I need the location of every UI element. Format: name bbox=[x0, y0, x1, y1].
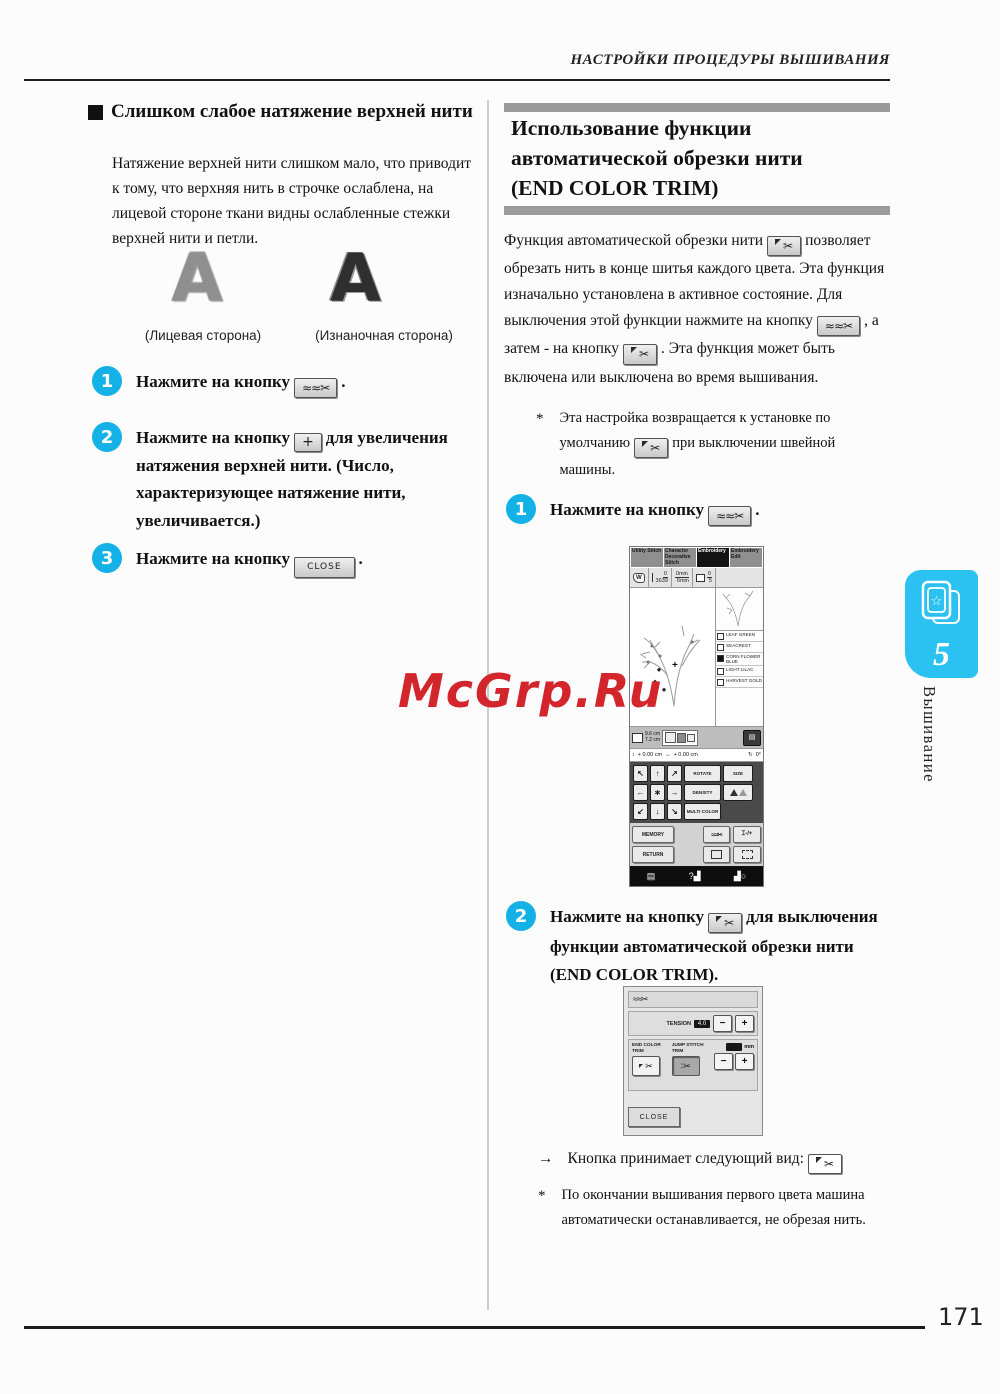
mm-unit-label: mm bbox=[744, 1044, 754, 1050]
pattern-list-icon[interactable]: ▤ bbox=[646, 870, 656, 881]
rotate-button[interactable]: ROTATE bbox=[684, 765, 721, 782]
watermark: McGrp.Ru bbox=[398, 664, 664, 718]
step-text-pre: Нажмите на кнопку bbox=[550, 500, 705, 519]
page-number: 171 bbox=[938, 1303, 984, 1331]
tension-label: TENSION bbox=[666, 1020, 691, 1027]
page-header: НАСТРОЙКИ ПРОЦЕДУРЫ ВЫШИВАНИЯ bbox=[570, 52, 890, 68]
step-number-badge: 2 bbox=[92, 422, 122, 452]
left-step-1 bbox=[92, 366, 484, 398]
title-line: автоматической обрезки нити bbox=[511, 146, 803, 171]
hoop-small-icon bbox=[687, 734, 695, 742]
spool-icon bbox=[717, 668, 724, 675]
hoop-display-button[interactable]: ▤ bbox=[743, 730, 761, 746]
stitch-total: 3639 bbox=[655, 578, 668, 585]
flag-icon bbox=[816, 1157, 822, 1163]
note-seg: Эта настройка возвращается к установке по умолчанию bbox=[559, 410, 831, 451]
section-title-right bbox=[511, 113, 891, 203]
embroidery-hoop-icon bbox=[920, 579, 964, 631]
footer-rule bbox=[24, 1326, 925, 1329]
step-text-post: для увеличения натяжения верхней нити. (Число, характеризующее натяжение нити, увеличивается.) bbox=[136, 428, 448, 530]
thread-trim-button[interactable] bbox=[294, 378, 337, 398]
spool-icon-current bbox=[717, 655, 724, 662]
angle-value: 0° bbox=[755, 752, 761, 758]
end-color-trim-label: END COLOR TRIM bbox=[632, 1043, 661, 1054]
machine-bottom-bar bbox=[630, 866, 763, 886]
step-text bbox=[550, 901, 896, 988]
result-line bbox=[538, 1150, 890, 1174]
result-arrow-icon: → bbox=[538, 1150, 554, 1167]
svg-text:☆: ☆ bbox=[930, 593, 943, 608]
color-total: 5 bbox=[708, 578, 712, 585]
left-step-3 bbox=[92, 543, 484, 578]
color-current: 0 bbox=[707, 570, 711, 577]
scissors-icon: ✂ bbox=[638, 347, 650, 362]
settings-close-button[interactable]: CLOSE bbox=[628, 1107, 680, 1127]
color-sequence-panel bbox=[715, 588, 763, 726]
result-seg: Кнопка принимает следующий вид: bbox=[567, 1150, 804, 1167]
result-text bbox=[568, 1150, 847, 1174]
step-text bbox=[136, 422, 484, 534]
pattern-height: 7.2 cm bbox=[645, 736, 661, 743]
note-text bbox=[560, 406, 891, 483]
scissors-icon: ✂ bbox=[645, 1060, 653, 1071]
close-button[interactable]: CLOSE bbox=[294, 557, 354, 578]
machine-settings-icon[interactable]: ▟○ bbox=[733, 870, 747, 881]
intro-paragraph bbox=[504, 228, 894, 390]
intro-seg: позволяет обрезать нить в конце шитья каждого цвета. Эта функция изначально установлена в активное состояние. Для выключения этой функции нажмите на кнопку bbox=[504, 232, 885, 329]
end-color-trim-button[interactable] bbox=[708, 913, 742, 933]
mirror-icon bbox=[739, 789, 747, 796]
pattern-width: 9.6 cm bbox=[645, 730, 661, 737]
flag-icon bbox=[639, 1064, 643, 1068]
right-step-2 bbox=[506, 901, 896, 988]
header-rule bbox=[24, 79, 890, 81]
arrow-down-left-key[interactable]: ↙ bbox=[633, 803, 648, 820]
size-button[interactable]: SIZE bbox=[723, 765, 753, 782]
title-bar-bottom bbox=[504, 206, 890, 215]
jump-length-minus-button[interactable]: − bbox=[714, 1053, 733, 1070]
square-bullet-icon bbox=[88, 105, 103, 120]
step-text-post: для выключения функции автоматической обрезки нити (END COLOR TRIM). bbox=[550, 907, 878, 984]
caption-front-side: (Лицевая сторона) bbox=[144, 328, 262, 343]
size-bar bbox=[630, 727, 763, 749]
note-seg: при выключении швейной машины. bbox=[559, 434, 836, 479]
section-heading-text: Слишком слабое натяжение верхней нити bbox=[111, 101, 473, 122]
tab-embroidery-edit[interactable]: Embroidery Edit bbox=[730, 548, 762, 567]
center-key[interactable]: ∗ bbox=[650, 784, 665, 801]
scissors-icon: ✂ bbox=[650, 440, 661, 455]
chapter-number: 5 bbox=[933, 636, 950, 673]
density-button[interactable]: DENSITY bbox=[684, 784, 721, 801]
tension-row bbox=[628, 1011, 758, 1036]
frame-move-button[interactable] bbox=[733, 846, 761, 863]
jump-length-display bbox=[726, 1043, 742, 1051]
cursor-cross-icon: + bbox=[672, 660, 678, 672]
needle-icon bbox=[652, 573, 653, 582]
intro-seg: . Эта функция может быть включена или выключена во время вышивания. bbox=[504, 340, 835, 386]
title-line: Использование функции bbox=[511, 116, 752, 140]
pattern-thumbnail bbox=[716, 588, 763, 631]
pattern-size bbox=[645, 732, 660, 744]
end-color-trim-button-off bbox=[808, 1154, 842, 1174]
flag-icon bbox=[775, 239, 781, 245]
note-final bbox=[538, 1183, 890, 1232]
presser-foot-icon: W bbox=[633, 573, 645, 583]
step-text-pre: Нажмите на кнопку bbox=[550, 907, 705, 926]
jump-trim-icon: ∶✂ bbox=[680, 1060, 691, 1071]
plus-button[interactable] bbox=[294, 433, 322, 452]
frame-icon bbox=[711, 850, 722, 859]
arrow-down-key[interactable]: ↓ bbox=[650, 803, 665, 820]
embroidery-sample-front: A bbox=[172, 240, 224, 317]
end-color-trim-button[interactable] bbox=[623, 344, 657, 364]
pattern-size-icon bbox=[632, 733, 643, 743]
step-number-badge: 1 bbox=[506, 494, 536, 524]
spool-icon bbox=[717, 679, 724, 686]
color-name: SEACREST bbox=[726, 643, 751, 649]
spool-icon bbox=[717, 644, 724, 651]
time-total: 6min bbox=[676, 578, 689, 585]
section-heading-left bbox=[88, 100, 473, 125]
tension-plus-button[interactable]: + bbox=[735, 1015, 754, 1032]
thread-trim-icon: ≈≈✂ bbox=[711, 831, 722, 839]
plus-icon: + bbox=[302, 434, 314, 450]
hoop-large-icon bbox=[665, 732, 676, 743]
thread-trim-button[interactable] bbox=[708, 506, 751, 526]
return-button[interactable]: RETURN bbox=[632, 846, 674, 863]
step-number-badge: 1 bbox=[92, 366, 122, 396]
end-color-trim-button[interactable] bbox=[767, 236, 801, 256]
jump-length-plus-button[interactable]: + bbox=[735, 1053, 754, 1070]
arrow-right-key[interactable]: → bbox=[667, 784, 682, 801]
embroidery-sample-back: A bbox=[330, 240, 382, 317]
end-color-trim-button[interactable] bbox=[632, 1056, 660, 1076]
tab-utility-stitch[interactable]: Utility Stitch bbox=[631, 548, 663, 567]
tab-character-decorative-stitch[interactable]: Character Decorative Stitch bbox=[664, 548, 696, 567]
chapter-tab[interactable] bbox=[905, 570, 978, 678]
step-text bbox=[550, 494, 759, 526]
scissors-icon: ✂ bbox=[783, 239, 794, 253]
multi-color-button[interactable]: MULTI COLOR bbox=[684, 803, 721, 820]
caption-back-side: (Изнаночная сторона) bbox=[315, 328, 453, 343]
asterisk: * bbox=[536, 411, 544, 427]
coord-horizontal-value: + 0.00 cm bbox=[673, 752, 698, 758]
arrow-up-right-key[interactable]: ↗ bbox=[667, 765, 682, 782]
thread-trim-icon: ≈≈✂ bbox=[633, 994, 648, 1004]
arrow-left-key[interactable]: ← bbox=[633, 784, 648, 801]
machine-status-row bbox=[630, 568, 763, 588]
asterisk: * bbox=[538, 1188, 546, 1204]
spool-icon bbox=[717, 633, 724, 640]
scissors-icon: ✂ bbox=[724, 916, 735, 930]
needle-set-button[interactable]: ⌶-/+ bbox=[733, 826, 761, 843]
trim-settings-row bbox=[628, 1039, 758, 1091]
arrow-up-left-key[interactable]: ↖ bbox=[633, 765, 648, 782]
step-number-badge: 2 bbox=[506, 901, 536, 931]
step-number-badge: 3 bbox=[92, 543, 122, 573]
note-text: По окончании вышивания первого цвета машина автоматически останавливается, не обрезая нить. bbox=[561, 1187, 866, 1228]
end-color-trim-button[interactable] bbox=[634, 438, 668, 458]
right-step-1 bbox=[506, 494, 890, 526]
color-name: CORN FLOWER BLUE bbox=[726, 654, 761, 665]
flag-icon bbox=[716, 916, 722, 922]
step-text-pre: Нажмите на кнопку bbox=[136, 549, 291, 568]
color-item[interactable] bbox=[716, 631, 763, 642]
thread-trim-icon: ≈≈✂ bbox=[302, 381, 330, 395]
title-line: (END COLOR TRIM) bbox=[511, 176, 719, 201]
jump-stitch-trim-label: JUMP STITCH TRIM bbox=[671, 1043, 704, 1054]
trial-button[interactable] bbox=[703, 846, 730, 863]
flag-icon bbox=[631, 347, 637, 353]
memory-button[interactable]: MEMORY bbox=[632, 826, 674, 843]
stitch-current: 0 bbox=[663, 570, 667, 577]
step-text bbox=[136, 366, 345, 398]
tab-embroidery[interactable]: Embroidery bbox=[697, 548, 729, 567]
arrow-up-key[interactable]: ↑ bbox=[650, 765, 665, 782]
left-body-text: Натяжение верхней нити слишком мало, что приводит к тому, что верхняя нить в строчке ослаблена, на лицевой стороне ткани видны ослабленные стежки верхней нити и петли. bbox=[112, 155, 472, 248]
settings-screen bbox=[623, 986, 763, 1136]
function-rows bbox=[630, 823, 763, 866]
vertical-arrow-icon: ↕ bbox=[632, 752, 635, 758]
machine-tab-bar bbox=[630, 547, 763, 568]
left-step-2 bbox=[92, 422, 484, 534]
move-keypad bbox=[630, 762, 763, 823]
color-count-icon bbox=[696, 574, 705, 582]
thread-trim-icon: ≈≈✂ bbox=[824, 318, 853, 333]
hoop-medium-icon bbox=[677, 733, 686, 743]
time-current: 0min bbox=[675, 570, 688, 577]
thread-trim-icon: ≈≈✂ bbox=[716, 509, 744, 523]
time-counter bbox=[675, 571, 689, 585]
step-text-post: . bbox=[358, 549, 363, 568]
color-counter bbox=[707, 571, 712, 585]
note-default-setting bbox=[536, 406, 890, 483]
machine-help-icon[interactable]: ?▟ bbox=[688, 870, 701, 881]
stitch-counter bbox=[656, 571, 668, 585]
intro-seg: , а затем - на кнопку bbox=[504, 311, 879, 358]
settings-title-bar bbox=[628, 991, 758, 1008]
rotate-icon: ↻ bbox=[748, 752, 753, 758]
step-text-pre: Нажмите на кнопку bbox=[136, 428, 291, 447]
color-item[interactable] bbox=[716, 666, 763, 677]
step-text-post: . bbox=[341, 372, 346, 391]
arrow-down-right-key[interactable]: ↘ bbox=[667, 803, 682, 820]
step-text bbox=[136, 543, 363, 578]
intro-seg: Функция автоматической обрезки нити bbox=[504, 232, 764, 249]
scissors-icon: ✂ bbox=[823, 1157, 835, 1171]
horizontal-arrow-icon: ↔ bbox=[665, 752, 671, 758]
flag-icon bbox=[642, 441, 648, 447]
coord-vertical-value: + 0.00 cm bbox=[637, 752, 663, 758]
thread-trim-key[interactable] bbox=[703, 826, 730, 843]
color-item-current[interactable] bbox=[716, 653, 763, 666]
frame-dashed-icon bbox=[742, 850, 753, 859]
tension-minus-button[interactable]: − bbox=[713, 1015, 732, 1032]
step-text-pre: Нажмите на кнопку bbox=[136, 372, 291, 391]
jump-stitch-trim-button[interactable] bbox=[672, 1056, 700, 1076]
mirror-button[interactable] bbox=[723, 784, 753, 801]
hoop-selector[interactable] bbox=[662, 730, 698, 746]
chapter-label-vertical: Вышивание bbox=[920, 686, 939, 784]
color-item[interactable] bbox=[716, 677, 763, 688]
color-name: LEAF GREEN bbox=[726, 632, 756, 638]
mirror-icon bbox=[730, 789, 738, 796]
title-bar-top bbox=[504, 103, 890, 112]
color-name: HARVEST GOLD bbox=[726, 678, 762, 684]
coordinates-row bbox=[630, 749, 763, 762]
tension-value-display: 4.0 bbox=[694, 1020, 710, 1028]
color-name: LIGHT LILAC bbox=[726, 667, 754, 673]
thread-trim-button[interactable] bbox=[817, 316, 860, 336]
step-text-post: . bbox=[755, 500, 760, 519]
color-item[interactable] bbox=[716, 642, 763, 653]
